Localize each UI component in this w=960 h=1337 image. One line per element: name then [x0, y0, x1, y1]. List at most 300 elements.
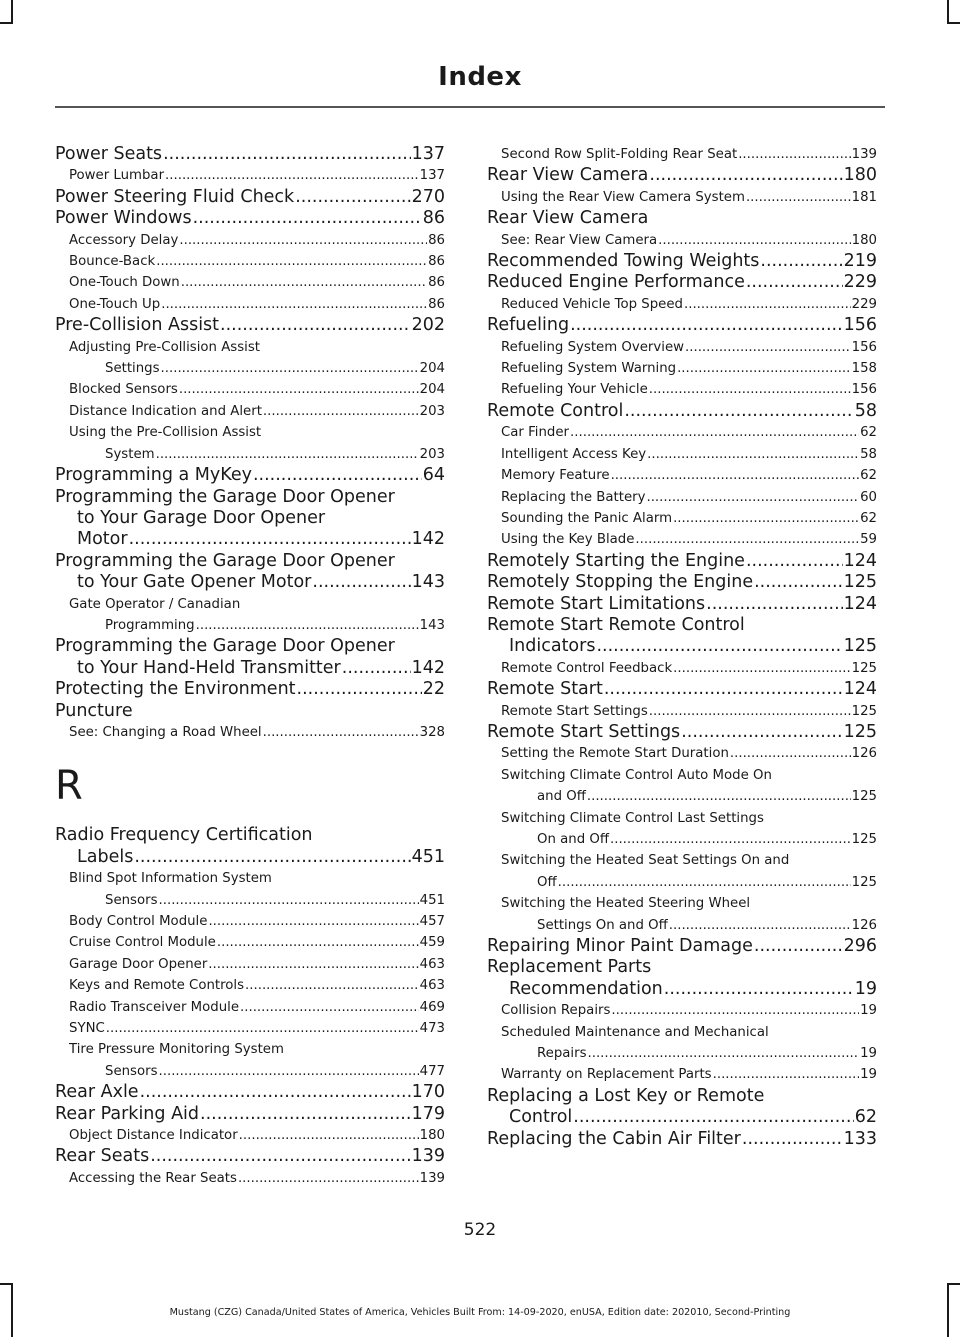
entry-label: Remote Control Feedback: [501, 660, 673, 676]
index-subentry[interactable]: [487, 294, 877, 315]
entry-line: [55, 187, 445, 208]
entry-label: See: Rear View Camera: [501, 232, 658, 248]
entry-line: [55, 1104, 445, 1125]
entry-label: Distance Indication and Alert: [69, 403, 262, 419]
entry-line: [55, 144, 445, 165]
index-subentry[interactable]: [55, 337, 445, 380]
entry-label: Programming: [105, 617, 195, 633]
entry-page-number[interactable]: 203: [419, 403, 445, 419]
entry-page-number[interactable]: 58: [854, 400, 877, 421]
entry-line: [501, 743, 877, 764]
entry-label: Using the Key Blade: [501, 532, 635, 548]
entry-line: [487, 165, 877, 186]
entry-line: [55, 572, 445, 593]
dot-leader: [208, 954, 418, 975]
entry-label: Collision Repairs: [501, 1003, 611, 1019]
dot-leader: [156, 444, 419, 465]
entry-page-number[interactable]: 125: [843, 721, 877, 742]
index-subentry[interactable]: [487, 487, 877, 508]
entry-text-line: Rear View Camera: [487, 208, 649, 229]
index-entry[interactable]: [487, 165, 877, 186]
entry-page-number[interactable]: 473: [419, 1021, 445, 1037]
entry-text-line: Radio Frequency Certification: [55, 825, 313, 846]
entry-page-number[interactable]: 158: [851, 361, 877, 377]
entry-line: [487, 315, 877, 336]
entry-label: Remote Start Limitations: [487, 593, 706, 614]
dot-leader: [263, 722, 419, 743]
entry-line: [501, 1064, 877, 1085]
entry-page-number[interactable]: 219: [843, 251, 877, 272]
index-subentry[interactable]: [55, 1125, 445, 1146]
dot-leader: [240, 997, 419, 1018]
entry-line: [69, 251, 445, 272]
index-subentry[interactable]: [55, 401, 445, 422]
entry-line: [69, 722, 445, 743]
entry-page-number[interactable]: 142: [411, 657, 445, 678]
index-subentry[interactable]: [487, 1064, 877, 1085]
entry-page-number[interactable]: 143: [419, 617, 445, 633]
entry-page-number[interactable]: 133: [843, 1128, 877, 1149]
entry-page-number[interactable]: 457: [419, 914, 445, 929]
entry-line: [501, 187, 877, 208]
dot-leader: [604, 679, 843, 700]
section-letter: R: [55, 763, 83, 810]
entry-page-number[interactable]: 180: [843, 165, 877, 186]
index-entry[interactable]: [55, 1104, 445, 1125]
entry-label: Car Finder: [501, 425, 570, 441]
dot-leader: [713, 1064, 859, 1085]
index-entry[interactable]: [487, 315, 877, 336]
entry-page-number[interactable]: 328: [419, 724, 445, 740]
dot-leader: [587, 786, 851, 807]
index-subentry[interactable]: [55, 422, 445, 465]
entry-page-number[interactable]: 19: [854, 978, 877, 999]
entry-line: [487, 722, 877, 743]
entry-label: Sounding the Panic Alarm: [501, 510, 673, 526]
entry-line: [69, 1018, 445, 1039]
entry-line: [69, 401, 445, 422]
entry-line: [487, 572, 877, 593]
index-subentry[interactable]: [487, 465, 877, 486]
entry-page-number[interactable]: 125: [851, 832, 877, 847]
dot-leader: [673, 508, 859, 529]
dot-leader: [181, 272, 427, 293]
dot-leader: [253, 465, 422, 486]
entry-line: [487, 936, 877, 957]
dot-leader: [129, 529, 411, 550]
entry-label: Recommended Towing Weights: [487, 251, 760, 272]
entry-line: [501, 786, 877, 807]
index-entry[interactable]: [55, 208, 445, 229]
entry-page-number[interactable]: 180: [851, 232, 877, 248]
index-subentry[interactable]: [55, 1039, 445, 1082]
index-subentry[interactable]: [487, 765, 877, 808]
dot-leader: [193, 208, 422, 229]
entry-label: System: [105, 446, 155, 462]
index-subentry[interactable]: [55, 294, 445, 315]
entry-page-number[interactable]: 451: [419, 892, 445, 908]
entry-page-number[interactable]: 126: [851, 917, 877, 933]
dot-leader: [754, 936, 843, 957]
entry-line: [69, 230, 445, 251]
index-column-left: [55, 144, 445, 1189]
index-entry[interactable]: [487, 551, 877, 572]
index-subentry[interactable]: [55, 251, 445, 272]
entry-label: One-Touch Up: [69, 296, 161, 312]
entry-page-number[interactable]: 125: [851, 703, 877, 719]
entry-label: Memory Feature: [501, 468, 610, 484]
entry-line: [69, 1061, 445, 1082]
crop-mark-bottom-right-h: [947, 1283, 960, 1285]
crop-mark-top-right-h: [947, 22, 960, 24]
entry-page-number[interactable]: 156: [851, 382, 877, 398]
entry-label: Replacing the Battery: [501, 489, 646, 505]
entry-page-number[interactable]: 451: [411, 846, 445, 867]
entry-line: [55, 208, 445, 229]
index-entry[interactable]: [487, 594, 877, 615]
index-subentry[interactable]: [55, 1018, 445, 1039]
index-subentry[interactable]: [487, 1000, 877, 1021]
dot-leader: [159, 890, 419, 911]
entry-line: [501, 1000, 877, 1021]
dot-leader: [754, 572, 843, 593]
dot-leader: [658, 230, 850, 251]
entry-page-number[interactable]: 86: [428, 232, 445, 248]
entry-page-number[interactable]: 459: [419, 935, 445, 951]
entry-page-number[interactable]: 137: [411, 144, 445, 164]
index-entry[interactable]: [55, 551, 445, 594]
entry-label: Recommendation: [509, 978, 663, 999]
entry-page-number[interactable]: 139: [411, 1146, 445, 1167]
index-subentry[interactable]: [487, 1022, 877, 1065]
dot-leader: [746, 187, 851, 208]
entry-page-number[interactable]: 64: [422, 465, 445, 486]
entry-page-number[interactable]: 125: [843, 572, 877, 593]
entry-line: [55, 658, 445, 679]
index-entry[interactable]: [487, 272, 877, 293]
dot-leader: [140, 1082, 411, 1103]
index-subentry[interactable]: [487, 701, 877, 722]
dot-leader: [161, 358, 419, 379]
dot-leader: [649, 379, 851, 400]
entry-line: [487, 551, 877, 572]
entry-page-number[interactable]: 124: [843, 550, 877, 571]
entry-line: [487, 679, 877, 700]
entry-page-number[interactable]: 19: [860, 1003, 877, 1019]
entry-label: Labels: [77, 846, 134, 867]
index-subentry[interactable]: [487, 144, 877, 165]
entry-page-number[interactable]: 202: [411, 315, 445, 336]
entry-page-number[interactable]: 229: [851, 296, 877, 312]
entry-label: Cruise Control Module: [69, 935, 216, 951]
entry-page-number[interactable]: 139: [851, 147, 877, 162]
entry-page-number[interactable]: 126: [851, 746, 877, 762]
crop-mark-top-left: [11, 0, 13, 24]
index-subentry[interactable]: [487, 893, 877, 936]
dot-leader: [150, 1146, 410, 1167]
index-subentry[interactable]: [55, 230, 445, 251]
dot-leader: [163, 144, 411, 165]
index-entry[interactable]: [487, 957, 877, 1000]
entry-label: Refueling: [487, 315, 570, 336]
dot-leader: [677, 358, 851, 379]
entry-label: Refueling System Warning: [501, 361, 677, 377]
entry-page-number[interactable]: 229: [843, 272, 877, 293]
index-subentry[interactable]: [55, 975, 445, 996]
crop-mark-top-left-h: [0, 22, 13, 24]
entry-page-number[interactable]: 181: [851, 189, 877, 205]
entry-page-number[interactable]: 477: [419, 1063, 445, 1079]
entry-line: [487, 401, 877, 422]
entry-line: [501, 444, 877, 465]
dot-leader: [685, 337, 851, 358]
index-entry[interactable]: [55, 144, 445, 165]
index-entry[interactable]: [55, 187, 445, 208]
index-entry[interactable]: [55, 1082, 445, 1103]
entry-label: Remote Start Settings: [501, 703, 648, 719]
index-subentry[interactable]: [487, 850, 877, 893]
entry-line: [487, 979, 877, 1000]
index-subentry[interactable]: [487, 658, 877, 679]
entry-page-number[interactable]: 60: [860, 489, 877, 505]
entry-page-number[interactable]: 62: [854, 1107, 877, 1128]
dot-leader: [196, 615, 419, 636]
index-entry[interactable]: [55, 465, 445, 486]
entry-line: [501, 230, 877, 251]
index-entry[interactable]: [487, 679, 877, 700]
dot-leader: [297, 679, 422, 700]
index-subentry[interactable]: [487, 444, 877, 465]
entry-text-line: Programming the Garage Door Opener: [55, 636, 395, 657]
entry-label: Remotely Stopping the Engine: [487, 572, 754, 593]
entry-line: [501, 1043, 877, 1064]
entry-label: Intelligent Access Key: [501, 446, 647, 462]
index-entry[interactable]: [55, 679, 445, 700]
dot-leader: [161, 294, 427, 315]
index-subentry[interactable]: [55, 911, 445, 932]
entry-label: Power Windows: [55, 208, 192, 229]
entry-line: [501, 487, 877, 508]
entry-label: Radio Transceiver Module: [69, 999, 240, 1015]
index-subentry[interactable]: [487, 743, 877, 764]
index-subentry[interactable]: [487, 529, 877, 550]
index-entry[interactable]: [55, 1146, 445, 1167]
entry-label: Repairs: [537, 1046, 587, 1062]
entry-label: Repairing Minor Paint Damage: [487, 936, 753, 957]
entry-text-line: Tire Pressure Monitoring System: [69, 1042, 284, 1058]
entry-page-number[interactable]: 86: [428, 254, 445, 270]
index-subentry[interactable]: [55, 1168, 445, 1189]
entry-label: Power Seats: [55, 144, 163, 164]
entry-text-line: Adjusting Pre-Collision Assist: [69, 339, 260, 355]
entry-page-number[interactable]: 62: [860, 510, 877, 526]
entry-page-number[interactable]: 156: [843, 315, 877, 336]
index-subentry[interactable]: [55, 954, 445, 975]
entry-label: Off: [537, 874, 557, 890]
entry-page-number[interactable]: 62: [860, 425, 877, 441]
entry-page-number[interactable]: 143: [411, 572, 445, 593]
entry-line: [69, 615, 445, 636]
entry-page-number[interactable]: 180: [419, 1128, 445, 1144]
entry-label: Motor: [77, 529, 128, 550]
entry-page-number[interactable]: 179: [411, 1103, 445, 1124]
entry-label: Rear Axle: [55, 1082, 139, 1103]
index-entry[interactable]: [487, 615, 877, 658]
entry-page-number[interactable]: 469: [419, 999, 445, 1015]
entry-page-number[interactable]: 19: [860, 1046, 877, 1062]
entry-line: [501, 144, 877, 165]
dot-leader: [573, 1107, 853, 1128]
entry-label: Bounce-Back: [69, 254, 156, 270]
entry-page-number[interactable]: 125: [851, 660, 877, 676]
index-subentry[interactable]: [487, 422, 877, 443]
entry-line: [69, 358, 445, 379]
entry-line: [501, 294, 877, 315]
dot-leader: [217, 932, 419, 953]
index-subentry[interactable]: [55, 379, 445, 400]
index-subentry[interactable]: [55, 868, 445, 911]
index-subentry[interactable]: [55, 932, 445, 953]
index-entry[interactable]: [55, 487, 445, 551]
entry-label: Garage Door Opener: [69, 956, 208, 972]
index-entry[interactable]: [487, 572, 877, 593]
index-subentry[interactable]: [487, 379, 877, 400]
index-subentry[interactable]: [487, 358, 877, 379]
entry-page-number[interactable]: 22: [422, 679, 445, 700]
dot-leader: [673, 658, 850, 679]
entry-page-number[interactable]: 270: [411, 186, 445, 207]
index-entry[interactable]: [55, 701, 445, 722]
entry-line: [69, 954, 445, 975]
index-subentry[interactable]: [55, 594, 445, 637]
entry-text-line: Switching the Heated Steering Wheel: [501, 896, 751, 912]
index-entry[interactable]: [487, 722, 877, 743]
dot-leader: [706, 594, 842, 615]
dot-leader: [312, 572, 410, 593]
entry-page-number[interactable]: 137: [419, 168, 445, 184]
entry-line: [69, 997, 445, 1018]
dot-leader: [159, 1061, 419, 1082]
dot-leader: [681, 722, 842, 743]
entry-page-number[interactable]: 204: [419, 382, 445, 398]
entry-page-number[interactable]: 86: [422, 208, 445, 229]
entry-page-number[interactable]: 142: [411, 529, 445, 550]
index-entry[interactable]: [487, 1086, 877, 1129]
entry-label: Power Steering Fluid Check: [55, 186, 295, 207]
entry-page-number[interactable]: 62: [860, 468, 877, 484]
index-subentry[interactable]: [55, 165, 445, 186]
entry-page-number[interactable]: 58: [860, 446, 877, 462]
entry-label: Control: [509, 1107, 573, 1128]
entry-page-number[interactable]: 203: [419, 446, 445, 462]
entry-page-number[interactable]: 204: [419, 361, 445, 377]
entry-label: to Your Hand-Held Transmitter: [77, 657, 341, 678]
entry-label: Sensors: [105, 1063, 158, 1079]
page-number: 522: [463, 1220, 497, 1240]
entry-line: [487, 272, 877, 293]
index-entry[interactable]: [487, 936, 877, 957]
entry-page-number[interactable]: 463: [419, 956, 445, 972]
dot-leader: [646, 487, 859, 508]
entry-page-number[interactable]: 156: [851, 339, 877, 355]
dot-leader: [570, 422, 859, 443]
entry-page-number[interactable]: 139: [419, 1170, 445, 1186]
entry-page-number[interactable]: 86: [428, 275, 445, 291]
index-subentry[interactable]: [55, 722, 445, 743]
entry-label: Remote Control: [487, 400, 624, 421]
dot-leader: [179, 379, 419, 400]
entry-line: [69, 444, 445, 465]
dot-leader: [156, 251, 427, 272]
entry-page-number[interactable]: 86: [428, 296, 445, 312]
entry-line: [69, 272, 445, 293]
index-subentry[interactable]: [487, 508, 877, 529]
entry-line: [69, 975, 445, 996]
index-subentry[interactable]: [487, 230, 877, 251]
dot-leader: [245, 975, 419, 996]
entry-text-line: Switching Climate Control Last Settings: [501, 810, 764, 826]
dot-leader: [611, 465, 860, 486]
entry-label: See: Changing a Road Wheel: [69, 724, 262, 740]
index-subentry[interactable]: [55, 272, 445, 293]
index-entry[interactable]: [487, 1129, 877, 1150]
entry-line: [501, 658, 877, 679]
dot-leader: [558, 872, 851, 893]
index-entry[interactable]: [487, 208, 877, 229]
entry-text-line: Remote Start Remote Control: [487, 614, 745, 635]
entry-line: [501, 829, 877, 850]
entry-label: Programming a MyKey: [55, 465, 252, 486]
index-subentry[interactable]: [487, 187, 877, 208]
index-subentry[interactable]: [55, 997, 445, 1018]
dot-leader: [611, 1000, 859, 1021]
entry-text-line: Gate Operator / Canadian: [69, 596, 241, 612]
index-entry[interactable]: [487, 251, 877, 272]
entry-page-number[interactable]: 124: [843, 679, 877, 700]
index-entry[interactable]: [55, 315, 445, 336]
entry-page-number[interactable]: 124: [843, 593, 877, 614]
index-entry[interactable]: [55, 825, 445, 868]
entry-label: Reduced Vehicle Top Speed: [501, 296, 683, 312]
dot-leader: [624, 401, 853, 422]
crop-mark-top-right: [947, 0, 949, 24]
entry-label: Warranty on Replacement Parts: [501, 1067, 712, 1083]
entry-page-number[interactable]: 125: [843, 636, 877, 657]
index-subentry[interactable]: [487, 337, 877, 358]
entry-text-line: Programming the Garage Door Opener: [55, 486, 395, 507]
index-entry[interactable]: [55, 636, 445, 679]
index-entry[interactable]: [487, 401, 877, 422]
entry-line: [69, 1125, 445, 1146]
entry-page-number[interactable]: 125: [851, 874, 877, 890]
entry-page-number[interactable]: 59: [860, 532, 877, 548]
entry-page-number[interactable]: 170: [411, 1082, 445, 1103]
entry-line: [501, 508, 877, 529]
entry-line: [501, 529, 877, 550]
dot-leader: [596, 636, 842, 657]
entry-label: Blocked Sensors: [69, 382, 178, 398]
entry-page-number[interactable]: 463: [419, 978, 445, 994]
entry-page-number[interactable]: 296: [843, 936, 877, 957]
entry-page-number[interactable]: 19: [860, 1067, 877, 1083]
entry-line: [501, 358, 877, 379]
entry-label: Second Row Split-Folding Rear Seat: [501, 147, 738, 162]
entry-label: Accessory Delay: [69, 232, 179, 248]
entry-line: [55, 847, 445, 868]
entry-page-number[interactable]: 125: [851, 789, 877, 805]
dot-leader: [263, 401, 419, 422]
index-subentry[interactable]: [487, 808, 877, 851]
